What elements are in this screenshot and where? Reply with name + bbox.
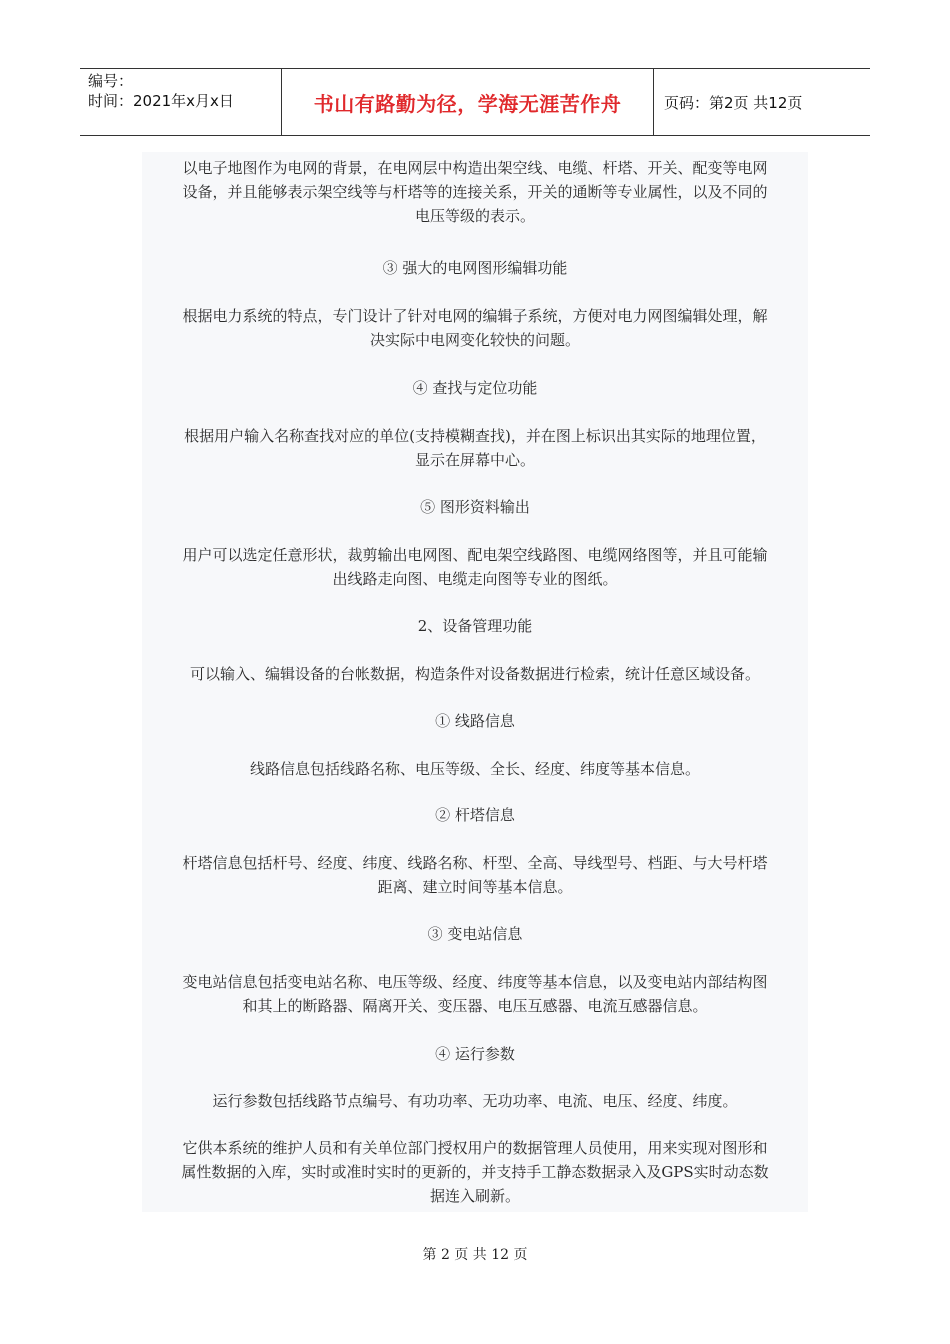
header-number-label: 编号： bbox=[88, 72, 134, 90]
paragraph: 以电子地图作为电网的背景，在电网层中构造出架空线、电缆、杆塔、开关、配变等电网 设备，并且能够表示架空线等与杆塔等的连接关系，开关的通断等专业属性，以及不同的 电压等级的表示。 bbox=[182, 159, 768, 225]
paragraph: 线路信息包括线路名称、电压等级、全长、经度、纬度等基本信息。 bbox=[249, 760, 700, 778]
document-body bbox=[142, 152, 808, 1212]
section-heading: ③ 变电站信息 bbox=[427, 925, 523, 943]
header-motto: 书山有路勤为径，学海无涯苦作舟 bbox=[281, 69, 654, 135]
paragraph: 根据电力系统的特点，专门设计了针对电网的编辑子系统，方便对电力网图编辑处理，解 决实际中电网变化较快的问题。 bbox=[182, 307, 768, 349]
section-heading: ③ 强大的电网图形编辑功能 bbox=[382, 259, 568, 277]
section-heading: ① 线路信息 bbox=[435, 712, 515, 730]
header-page-info: 页码：第2页 共12页 bbox=[664, 93, 803, 112]
section-heading: ② 杆塔信息 bbox=[435, 806, 515, 824]
page-footer: 第 2 页 共 12 页 bbox=[422, 1247, 528, 1263]
paragraph: 杆塔信息包括杆号、经度、纬度、线路名称、杆型、全高、导线型号、档距、与大号杆塔 距离、建立时间等基本信息。 bbox=[182, 854, 768, 896]
page-header bbox=[80, 68, 870, 136]
paragraph: 用户可以选定任意形状，裁剪输出电网图、配电架空线路图、电缆网络图等，并且可能输 出线路走向图、电缆走向图等专业的图纸。 bbox=[182, 546, 768, 588]
section-heading: ④ 查找与定位功能 bbox=[412, 379, 538, 397]
paragraph: 它供本系统的维护人员和有关单位部门授权用户的数据管理人员使用，用来实现对图形和 属性数据的入库，实时或准时实时的更新的，并支持手工静态数据录入及GPS实时动态数 据连入刷新。 bbox=[181, 1139, 769, 1205]
section-heading: 2、设备管理功能 bbox=[417, 617, 533, 635]
paragraph: 运行参数包括线路节点编号、有功功率、无功功率、电流、电压、经度、纬度。 bbox=[212, 1092, 738, 1110]
header-meta bbox=[80, 69, 281, 135]
section-heading: ④ 运行参数 bbox=[435, 1045, 515, 1063]
header-date: 时间：2021年x月x日 bbox=[88, 92, 234, 110]
paragraph: 可以输入、编辑设备的台帐数据，构造条件对设备数据进行检索，统计任意区域设备。 bbox=[189, 665, 760, 683]
paragraph: 根据用户输入名称查找对应的单位(支持模糊查找)，并在图上标识出其实际的地理位置， 显示在屏幕中心。 bbox=[184, 427, 766, 469]
section-heading: ⑤ 图形资料输出 bbox=[420, 498, 530, 516]
paragraph: 变电站信息包括变电站名称、电压等级、经度、纬度等基本信息，以及变电站内部结构图 和其上的断路器、隔离开关、变压器、电压互感器、电流互感器信息。 bbox=[182, 973, 768, 1015]
